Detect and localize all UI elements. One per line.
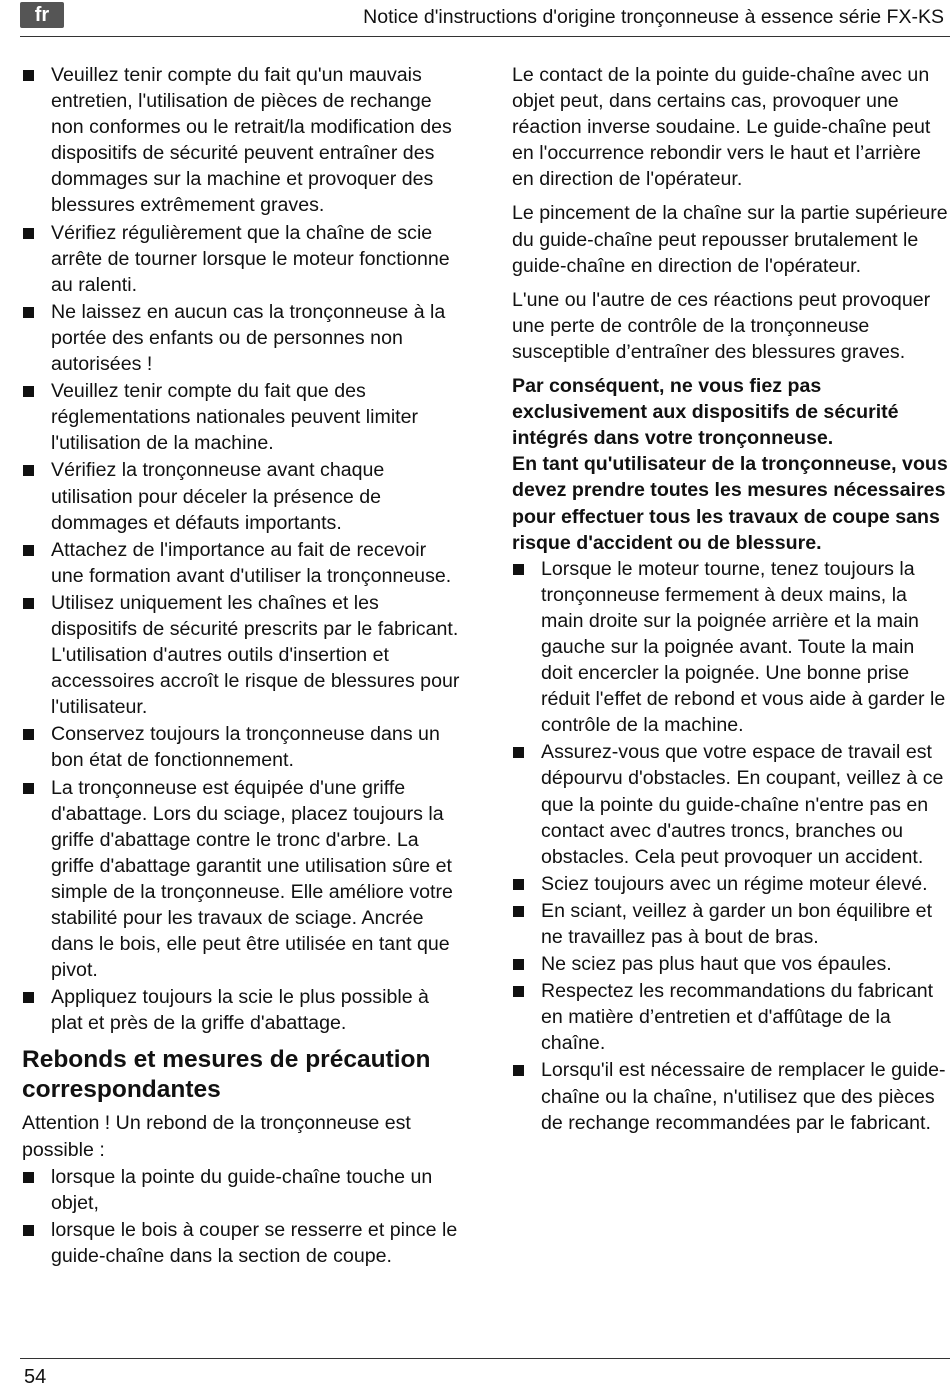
square-bullet-icon [513,959,524,970]
square-bullet-icon [23,228,34,239]
footer-divider [20,1358,950,1359]
paragraph: Le pincement de la chaîne sur la partie supérieure du guide-chaîne peut repousser brutalement le guide-chaîne en direction de l'opérateur. [512,202,948,277]
rebound-bullet-list [22,1164,464,1269]
section-heading: Rebonds et mesures de précaution correspondantes [22,1046,431,1104]
square-bullet-icon [513,1065,524,1076]
list-item-text: Assurez-vous que votre espace de travail est dépourvu d'obstacles. En coupant, veillez à ce que la pointe du guide-chaîne n'entre pas en contact avec d'autres troncs, branches ou obstacles. Cela peut provoquer un accident. [541,741,944,868]
list-item-text: Appliquez toujours la scie le plus possible à plat et près de la griffe d'abattage. [51,986,429,1035]
list-item-text: En sciant, veillez à garder un bon équilibre et ne travaillez pas à bout de bras. [541,899,933,948]
list-item-text: lorsque le bois à couper se resserre et pince le guide-chaîne dans la section de coupe. [51,1218,458,1267]
paragraph: Le contact de la pointe du guide-chaîne avec un objet peut, dans certains cas, provoquer une réaction inverse soudaine. Le guide-chaîne peut en l'occurrence rebondir vers le haut et l’arrière en direction de l'opérateur. [512,64,931,191]
right-column [512,62,948,1137]
square-bullet-icon [513,906,524,917]
list-item [22,62,464,219]
list-item-text: La tronçonneuse est équipée d'une griffe d'abattage. Lors du sciage, placez toujours la griffe d'abattage contre le tronc d'arbre. La griffe d'abattage garantit une utilisation sûre et simple de la tronçonneuse. Elle améliore votre stabilité pour les travaux de sciage. Ancrée dans le bois, elle peut être utilisée en tant que pivot. [51,776,453,982]
square-bullet-icon [23,992,34,1003]
left-column [22,62,464,1270]
list-item-text: Vérifiez régulièrement que la chaîne de scie arrête de tourner lorsque le moteur fonctionne au ralenti. [51,221,450,296]
square-bullet-icon [23,1172,34,1183]
list-item [22,457,464,535]
list-item [22,775,464,984]
list-item [512,951,948,977]
list-item-text: Lorsque le moteur tourne, tenez toujours la tronçonneuse fermement à deux mains, la main droite sur la poignée arrière et la main gauche sur la poignée avant. Toute la main doit encercler la poignée. Une bonne prise réduit l'effet de rebond et vous aide à garder le contrôle de la machine. [541,557,946,737]
square-bullet-icon [23,70,34,81]
list-item [512,556,948,739]
paragraph: L'une ou l'autre de ces réactions peut provoquer une perte de contrôle de la tronçonneuse susceptible d’entraîner des blessures graves. [512,288,931,363]
square-bullet-icon [513,564,524,575]
list-item-text: Vérifiez la tronçonneuse avant chaque utilisation pour déceler la présence de dommages et défauts importants. [51,459,385,534]
list-item [22,299,464,377]
list-item-text: Utilisez uniquement les chaînes et les dispositifs de sécurité prescrits par le fabricant. L'utilisation d'autres outils d'insertion et accessoires accroît le risque de blessures pour l'utilisateur. [51,591,460,719]
square-bullet-icon [23,307,34,318]
list-item [22,537,464,589]
list-item-text: Ne laissez en aucun cas la tronçonneuse à la portée des enfants ou de personnes non autorisées ! [51,300,446,376]
list-item [22,984,464,1036]
language-badge: fr [20,2,64,28]
list-item-text: Attachez de l'importance au fait de recevoir une formation avant d'utiliser la tronçonneuse. [51,538,452,587]
safety-bullet-list [22,62,464,1036]
list-item [22,1217,464,1269]
precaution-bullet-list [512,556,948,1136]
bold-warning: Par conséquent, ne vous fiez pas exclusivement aux dispositifs de sécurité intégrés dans votre tronçonneuse. [512,375,899,450]
bold-warning: En tant qu'utilisateur de la tronçonneuse, vous devez prendre toutes les mesures nécessaires pour effectuer tous les travaux de coupe sans risque d'accident ou de blessure. [512,453,948,554]
square-bullet-icon [513,747,524,758]
list-item [512,871,948,897]
list-item [22,220,464,298]
list-item-text: lorsque la pointe du guide-chaîne touche un objet, [51,1165,433,1214]
square-bullet-icon [513,879,524,890]
square-bullet-icon [23,545,34,556]
page-header-title: Notice d'instructions d'origine tronçonneuse à essence série FX-KS [363,6,944,28]
list-item-text: Sciez toujours avec un régime moteur élevé. [541,872,928,895]
list-item [512,898,948,950]
list-item-text: Veuillez tenir compte du fait que des réglementations nationales peuvent limiter l'utilisation de la machine. [51,380,419,455]
square-bullet-icon [23,783,34,794]
square-bullet-icon [23,598,34,609]
square-bullet-icon [23,1225,34,1236]
list-item [512,739,948,869]
list-item [22,590,464,720]
list-item [512,1057,948,1135]
list-item-text: Respectez les recommandations du fabricant en matière d’entretien et d'affûtage de la chaîne. [541,980,934,1055]
square-bullet-icon [513,986,524,997]
list-item-text: Veuillez tenir compte du fait qu'un mauvais entretien, l'utilisation de pièces de rechange non conformes ou le retrait/la modification des dispositifs de sécurité peuvent entraîner des dommages sur la machine et provoquer des blessures extrêmement graves. [51,64,452,217]
list-item [22,721,464,773]
square-bullet-icon [23,386,34,397]
list-item [512,978,948,1056]
intro-paragraph: Attention ! Un rebond de la tronçonneuse est possible : [22,1112,411,1161]
list-item [22,378,464,456]
square-bullet-icon [23,465,34,476]
square-bullet-icon [23,729,34,740]
list-item-text: Ne sciez pas plus haut que vos épaules. [541,953,892,976]
page-number: 54 [24,1366,47,1388]
header-divider [20,36,950,37]
list-item-text: Conservez toujours la tronçonneuse dans un bon état de fonctionnement. [51,723,440,772]
list-item-text: Lorsqu'il est nécessaire de remplacer le guide-chaîne ou la chaîne, n'utilisez que des pièces de rechange recommandées par le fabricant. [541,1059,946,1134]
list-item [22,1164,464,1216]
